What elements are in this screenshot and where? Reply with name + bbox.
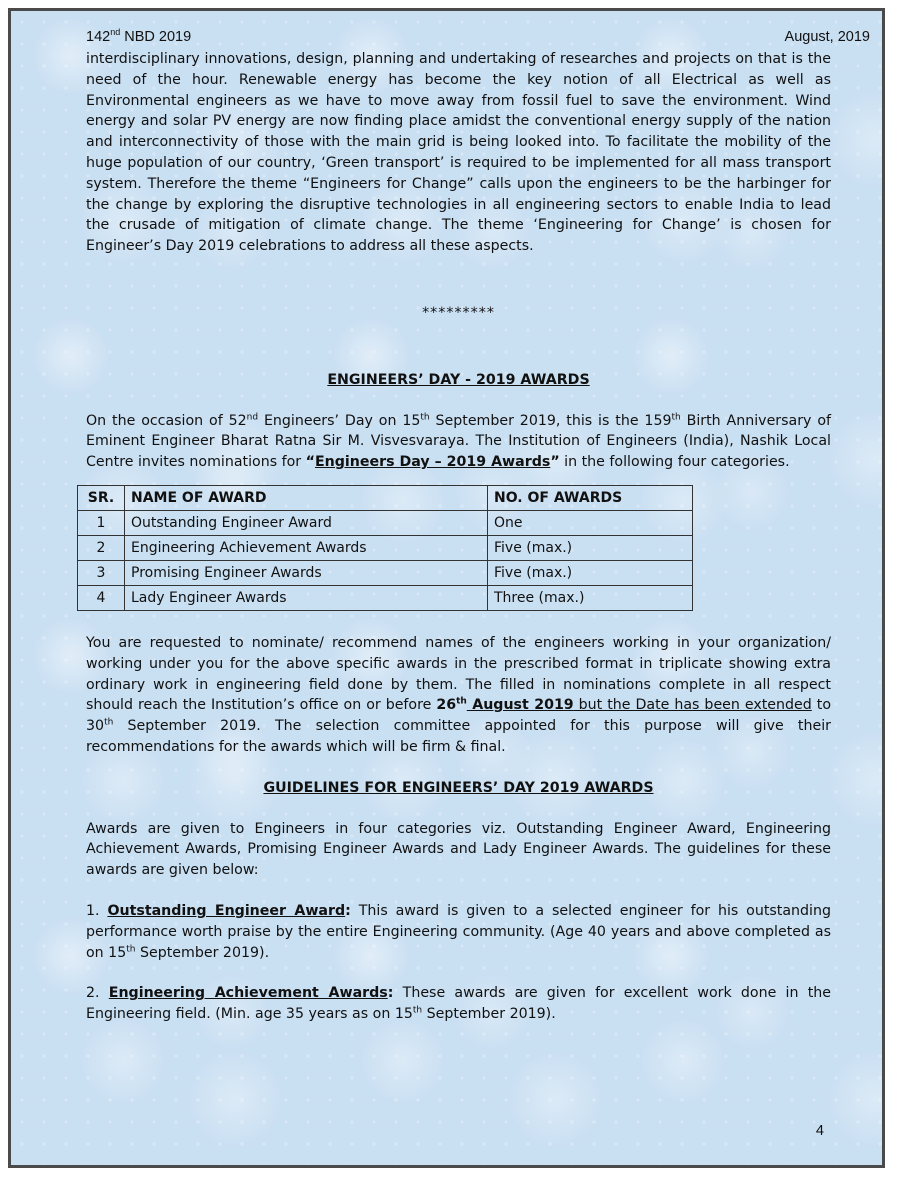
issue-suffix: nd	[110, 27, 121, 38]
date-extended-note: Date has been extended	[635, 697, 812, 714]
nomination-paragraph: You are requested to nominate/ recommend names of the engineers working in your organization/ working under you for the above specific awards in the prescribed format in triplicate showing extra ordinary work in engineering field done by them. The filled in nominations complete in all respect should reach the Institution’s office on or before 26th August 2019 but the Date has been extended to 30th September 2019. The selection committee appointed for this purpose will give their recommendations for the awards which will be firm & final.	[86, 634, 832, 755]
occasion-paragraph: On the occasion of 52nd Engineers’ Day on 15th September 2019, this is the 159th Birth Anniversary of Eminent Engineer Bharat Ratna Sir M. Visvesvaraya. The Institution of Engineers (India), Nashik Local Centre invites nominations for “Engineers Day – 2019 Awards” in the following four categories.	[86, 411, 831, 471]
table-cell: 2	[78, 535, 125, 560]
table-row	[78, 535, 693, 560]
table-cell: Five (max.)	[488, 535, 693, 560]
table-row	[78, 510, 693, 535]
guideline-title: Engineering Achievement Awards	[108, 985, 388, 1002]
guideline-title: Outstanding Engineer Award	[107, 902, 346, 919]
table-cell: One	[488, 510, 693, 535]
table-cell: Outstanding Engineer Award	[125, 510, 488, 535]
date-header: August, 2019	[784, 29, 870, 45]
table-cell: Lady Engineer Awards	[125, 585, 488, 610]
table-cell: Engineering Achievement Awards	[125, 535, 488, 560]
issue-number: 142	[86, 29, 111, 45]
guidelines-intro: Awards are given to Engineers in four categories viz. Outstanding Engineer Award, Engineering Achievement Awards, Promising Engineer Awards and Lady Engineer Awards. The guidelines for these awards are given below:	[86, 820, 831, 879]
section-separator: *********	[422, 304, 495, 321]
col-header-count: NO. OF AWARDS	[488, 485, 693, 510]
document-page	[8, 8, 885, 1168]
table-cell: Promising Engineer Awards	[125, 560, 488, 585]
award-name: Engineers Day – 2019 Awards	[314, 454, 551, 471]
table-cell: 1	[78, 510, 125, 535]
guideline-item-1: 1. Outstanding Engineer Award: This award is given to a selected engineer for his outstanding performance worth praise by the entire Engineering community. (Age 40 years and above completed as on 15th September 2019).	[86, 902, 831, 961]
issue-label: NBD 2019	[120, 29, 192, 45]
guidelines-heading: GUIDELINES FOR ENGINEERS’ DAY 2019 AWARDS	[263, 779, 654, 796]
table-cell: 4	[78, 585, 125, 610]
awards-table	[77, 485, 693, 611]
table-header-row	[78, 485, 693, 510]
table-cell: 3	[78, 560, 125, 585]
table-row	[78, 560, 693, 585]
intro-paragraph: interdisciplinary innovations, design, planning and undertaking of researches and projects on that is the need of the hour. Renewable energy has become the key notion of all Electrical as well as Environmental engineers as we have to move away from fossil fuel to save the environment. Wind energy and solar PV energy are now finding place amidst the conventional energy supply of the nation and interconnectivity of those with the main grid is being looked into. To facilitate the mobility of the huge population of our country, ‘Green transport’ is required to be implemented for all mass transport system. Therefore the theme “Engineers for Change” calls upon the engineers to be the harbinger for the change by exploring the disruptive technologies in all engineering sectors to enable India to lead the crusade of mitigation of climate change. The theme ‘Engineering for Change’ is chosen for Engineer’s Day 2019 celebrations to address all these aspects.	[86, 51, 831, 255]
table-row	[78, 585, 693, 610]
table-cell: Three (max.)	[488, 585, 693, 610]
awards-heading: ENGINEERS’ DAY - 2019 AWARDS	[327, 371, 590, 388]
table-cell: Five (max.)	[488, 560, 693, 585]
col-header-name: NAME OF AWARD	[125, 485, 488, 510]
page-content	[86, 49, 831, 1025]
col-header-sr: SR.	[78, 485, 125, 510]
issue-header	[86, 29, 191, 45]
page-number: 4	[815, 1123, 824, 1139]
guideline-item-2: 2. Engineering Achievement Awards: These awards are given for excellent work done in the Engineering field. (Min. age 35 years as on 15th September 2019).	[86, 985, 831, 1023]
